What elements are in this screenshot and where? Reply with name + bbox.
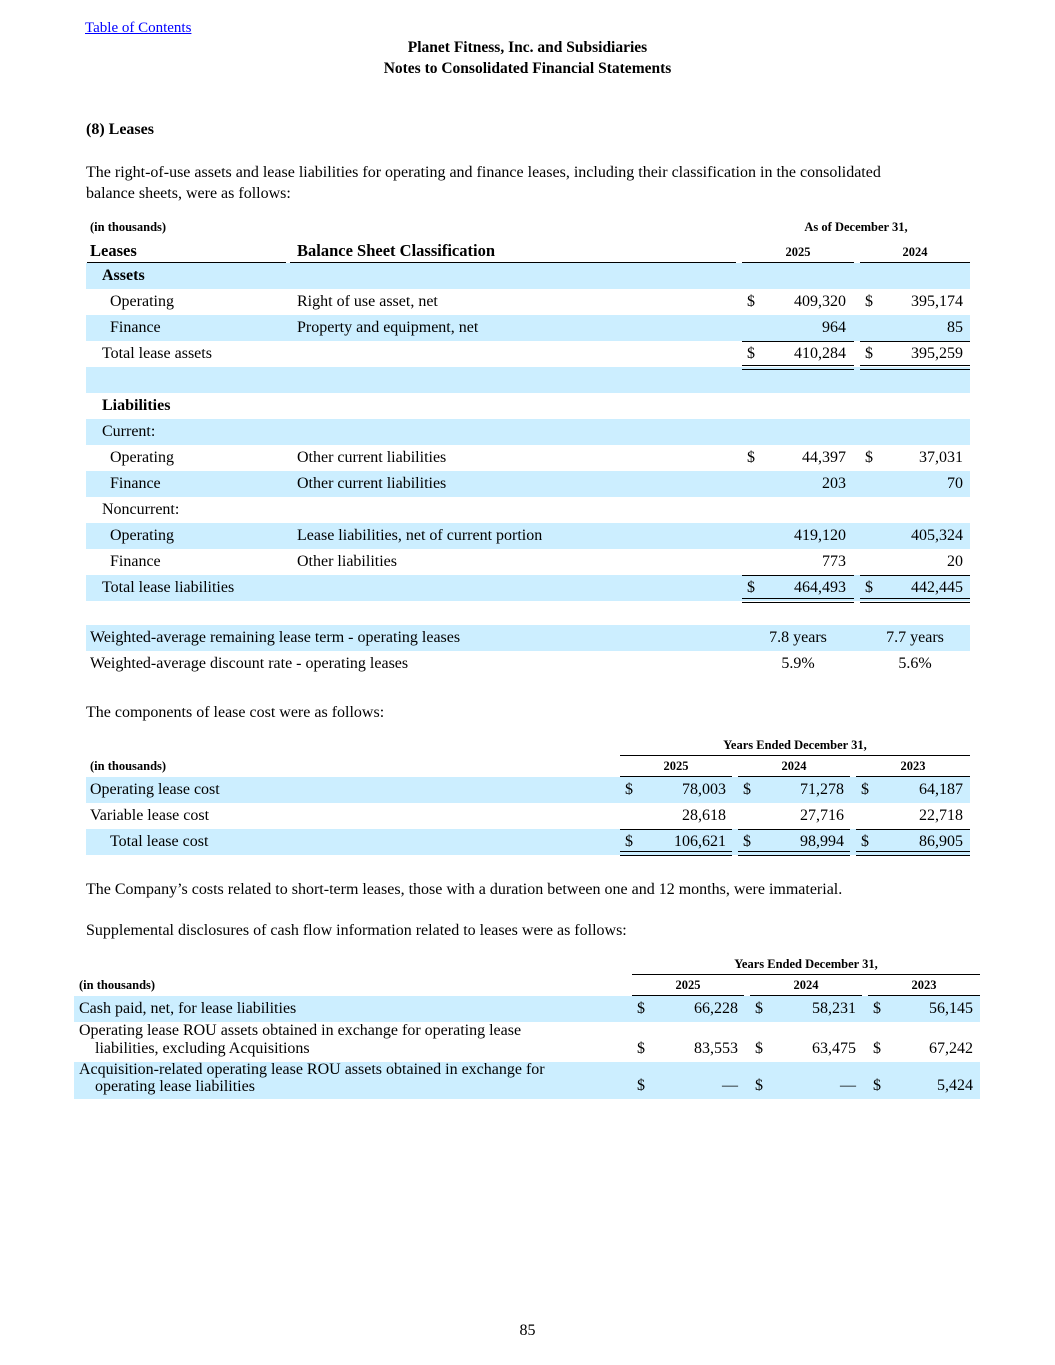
value-2023: 67,242 <box>929 1040 973 1057</box>
dollar-sign: $ <box>747 293 755 310</box>
page-subtitle: Notes to Consolidated Financial Statements <box>383 60 672 77</box>
col-header-2025: 2025 <box>785 245 811 259</box>
table1-units: (in thousands) <box>90 220 167 234</box>
table3-units: (in thousands) <box>79 978 156 992</box>
row-classification: Other current liabilities <box>297 475 447 492</box>
section-title: (8) Leases <box>86 121 154 138</box>
value-2025: 419,120 <box>794 527 846 544</box>
col-header-leases: Leases <box>90 241 137 260</box>
dollar-sign: $ <box>747 345 755 362</box>
col-header-2023: 2023 <box>911 978 937 992</box>
value-2025: 78,003 <box>682 781 726 798</box>
row-label: Finance <box>110 319 161 336</box>
row-classification: Other current liabilities <box>297 449 447 466</box>
dollar-sign: $ <box>865 579 873 596</box>
value-2024: 58,231 <box>812 1000 856 1017</box>
table-of-contents-link[interactable]: Table of Contents <box>85 20 192 36</box>
value-2024: 98,994 <box>800 833 844 850</box>
value-2024: 405,324 <box>911 527 963 544</box>
dollar-sign: $ <box>743 781 751 798</box>
dollar-sign: $ <box>625 833 633 850</box>
assets-heading: Assets <box>102 267 145 284</box>
dollar-sign: $ <box>755 1000 763 1017</box>
value-2025: 28,618 <box>682 807 726 824</box>
dollar-sign: $ <box>865 449 873 466</box>
value-2023: 64,187 <box>919 781 963 798</box>
wa-rate-2025: 5.9% <box>781 655 815 672</box>
dollar-sign: $ <box>755 1040 763 1057</box>
row-label: Variable lease cost <box>90 807 210 824</box>
total-assets-2024: 395,259 <box>911 345 963 362</box>
value-2024: 20 <box>947 553 963 570</box>
row-classification: Property and equipment, net <box>297 319 479 336</box>
table3-period: Years Ended December 31, <box>734 957 878 971</box>
col-header-2025: 2025 <box>675 978 701 992</box>
value-2025: 773 <box>822 553 846 570</box>
row-classification: Right of use asset, net <box>297 293 438 310</box>
value-2023: 5,424 <box>937 1077 973 1094</box>
col-header-2023: 2023 <box>900 759 926 773</box>
row-label-continued: liabilities, excluding Acquisitions <box>95 1040 310 1057</box>
row-classification: Lease liabilities, net of current portion <box>297 527 543 544</box>
value-2025: — <box>722 1077 738 1094</box>
components-intro: The components of lease cost were as follows: <box>86 704 385 721</box>
value-2025: 44,397 <box>802 449 846 466</box>
dollar-sign: $ <box>625 781 633 798</box>
row-label: Cash paid, net, for lease liabilities <box>79 1000 297 1017</box>
row-label: Operating <box>110 293 174 310</box>
wa-term-2024: 7.7 years <box>886 629 944 646</box>
table2-units: (in thousands) <box>90 759 167 773</box>
dollar-sign: $ <box>637 1000 645 1017</box>
total-assets-label: Total lease assets <box>102 345 212 362</box>
dollar-sign: $ <box>861 833 869 850</box>
row-label-continued: operating lease liabilities <box>95 1078 255 1095</box>
row-label: Acquisition-related operating lease ROU assets obtained in exchange for <box>79 1061 545 1078</box>
row-label: Operating lease ROU assets obtained in exchange for operating lease <box>79 1022 522 1039</box>
value-2024: 37,031 <box>919 449 963 466</box>
value-2025: 964 <box>822 319 846 336</box>
short-term-note: The Company’s costs related to short-term leases, those with a duration between one and 12 months, were immaterial. <box>86 881 843 898</box>
value-2024: — <box>840 1077 856 1094</box>
wa-rate-2024: 5.6% <box>898 655 932 672</box>
table1-period: As of December 31, <box>804 220 908 234</box>
col-header-2025: 2025 <box>663 759 689 773</box>
row-label: Finance <box>110 475 161 492</box>
wa-term-2025: 7.8 years <box>769 629 827 646</box>
wa-term-label: Weighted-average remaining lease term - operating leases <box>90 629 461 646</box>
value-2025: 203 <box>822 475 846 492</box>
total-liabilities-label: Total lease liabilities <box>102 579 235 596</box>
value-2023: 86,905 <box>919 833 963 850</box>
wa-rate-label: Weighted-average discount rate - operating leases <box>90 655 409 672</box>
company-title: Planet Fitness, Inc. and Subsidiaries <box>407 39 648 56</box>
noncurrent-heading: Noncurrent: <box>102 501 180 518</box>
total-liabilities-2024: 442,445 <box>911 579 963 596</box>
total-assets-2025: 410,284 <box>794 345 846 362</box>
current-heading: Current: <box>102 423 156 440</box>
intro-paragraph-line2: balance sheets, were as follows: <box>86 185 291 202</box>
dollar-sign: $ <box>637 1077 645 1094</box>
col-header-2024: 2024 <box>793 978 819 992</box>
liabilities-heading: Liabilities <box>102 397 171 414</box>
value-2025: 106,621 <box>674 833 726 850</box>
row-classification: Other liabilities <box>297 553 397 570</box>
dollar-sign: $ <box>637 1040 645 1057</box>
value-2024: 70 <box>947 475 963 492</box>
dollar-sign: $ <box>755 1077 763 1094</box>
value-2024: 395,174 <box>911 293 963 310</box>
col-header-classification: Balance Sheet Classification <box>297 241 495 260</box>
value-2025: 83,553 <box>694 1040 738 1057</box>
row-label: Total lease cost <box>110 833 209 850</box>
dollar-sign: $ <box>873 1000 881 1017</box>
dollar-sign: $ <box>743 833 751 850</box>
table2-period: Years Ended December 31, <box>723 738 867 752</box>
page-number: 85 <box>519 1322 536 1339</box>
value-2023: 22,718 <box>919 807 963 824</box>
dollar-sign: $ <box>873 1040 881 1057</box>
value-2024: 85 <box>947 319 963 336</box>
col-header-2024: 2024 <box>902 245 928 259</box>
dollar-sign: $ <box>747 579 755 596</box>
supplemental-intro: Supplemental disclosures of cash flow information related to leases were as follows: <box>86 922 627 939</box>
value-2023: 56,145 <box>929 1000 973 1017</box>
dollar-sign: $ <box>861 781 869 798</box>
row-label: Operating <box>110 449 174 466</box>
value-2024: 71,278 <box>800 781 844 798</box>
dollar-sign: $ <box>873 1077 881 1094</box>
row-label: Operating <box>110 527 174 544</box>
value-2024: 63,475 <box>812 1040 856 1057</box>
dollar-sign: $ <box>865 293 873 310</box>
total-liabilities-2025: 464,493 <box>794 579 846 596</box>
row-label: Operating lease cost <box>90 781 220 798</box>
intro-paragraph-line1: The right-of-use assets and lease liabilities for operating and finance leases, including their classification in the consolidated <box>86 164 881 181</box>
value-2025: 409,320 <box>794 293 846 310</box>
col-header-2024: 2024 <box>781 759 807 773</box>
row-label: Finance <box>110 553 161 570</box>
dollar-sign: $ <box>865 345 873 362</box>
dollar-sign: $ <box>747 449 755 466</box>
value-2025: 66,228 <box>694 1000 738 1017</box>
value-2024: 27,716 <box>800 807 844 824</box>
